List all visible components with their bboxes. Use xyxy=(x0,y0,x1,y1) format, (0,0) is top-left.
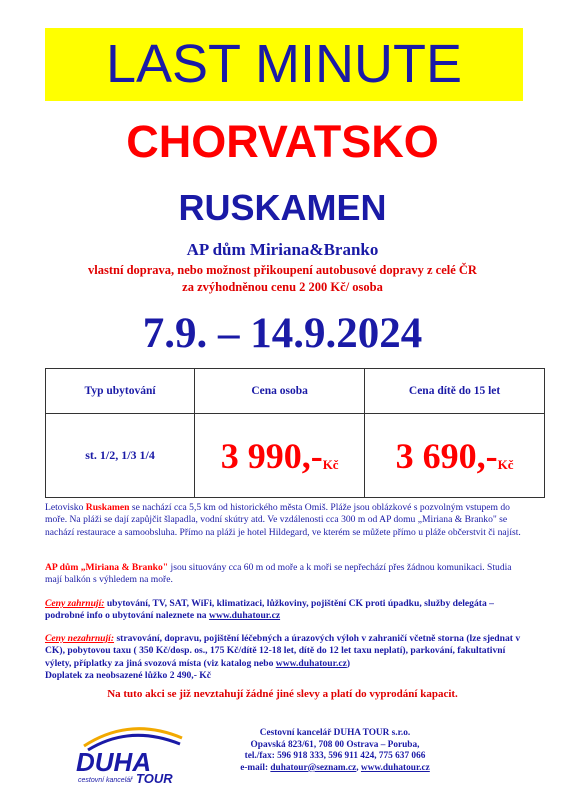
child-price-currency: Kč xyxy=(497,456,514,472)
header-child-price: Cena dítě do 15 let xyxy=(365,369,545,414)
child-price-value: 3 690,- xyxy=(395,435,498,476)
header-room-type: Typ ubytování xyxy=(46,369,195,414)
contact-block xyxy=(190,728,480,774)
adult-price xyxy=(221,436,339,476)
logo-sub-text: cestovní kancelář xyxy=(78,777,133,784)
child-price-cell xyxy=(365,414,545,498)
price-includes xyxy=(45,598,525,623)
excludes-label: Ceny nezahrnují: xyxy=(45,633,115,644)
resort-text-start: Letovisko xyxy=(45,502,86,513)
logo-main-text: DUHA xyxy=(76,747,152,777)
table-row xyxy=(46,414,545,498)
country-title: CHORVATSKO xyxy=(126,116,439,167)
table-header-row xyxy=(46,369,545,414)
duha-tour-logo xyxy=(70,716,190,786)
transport-info-line1: vlastní doprava, nebo možnost přikoupení autobusové dopravy z celé ČR xyxy=(88,263,477,277)
apartment-description xyxy=(45,562,525,587)
adult-price-cell xyxy=(195,414,365,498)
web-link[interactable]: www.duhatour.cz xyxy=(360,762,430,773)
resort-name: Ruskamen xyxy=(85,502,130,513)
company-web-email: e-mail: duhatour@seznam.cz, www.duhatour.cz xyxy=(240,762,430,773)
room-type-cell: st. 1/2, 1/3 1/4 xyxy=(46,414,195,498)
logo-tour-text: TOUR xyxy=(136,771,173,786)
date-range: 7.9. – 14.9.2024 xyxy=(142,310,423,357)
company-phones: tel./fax: 596 918 333, 596 911 424, 775 637 066 xyxy=(244,751,426,762)
includes-link[interactable]: www.duhatour.cz xyxy=(209,610,281,622)
excludes-link[interactable]: www.duhatour.cz xyxy=(275,657,347,669)
excludes-text: stravování, dopravu, pojištění léčebných a úrazových výloh v zahraničí včetně storna (lze sjednat v CK), pobytovou taxu ( 350 Kč/dosp. os., 175 Kč/dítě 12-18 let, dítě do 12 let taxu neplatí), parkování, fakultativní výlety, příplatky za jiná svozová místa (viz katalog nebo xyxy=(45,633,521,669)
excludes-end: ) xyxy=(346,657,351,669)
banner-title: LAST MINUTE xyxy=(105,34,463,94)
surcharge-text: Doplatek za neobsazené lůžko 2 490,- Kč xyxy=(45,670,212,682)
company-name: Cestovní kancelář DUHA TOUR s.r.o. xyxy=(259,728,411,738)
property-name: AP dům Miriana&Branko xyxy=(186,240,379,259)
company-address: Opavská 823/61, 708 00 Ostrava – Poruba, xyxy=(250,739,420,750)
apartment-name: AP dům „Miriana & Branko" xyxy=(45,562,169,573)
price-excludes xyxy=(45,633,525,683)
transport-info-line2: za zvýhodněnou cenu 2 200 Kč/ osoba xyxy=(182,280,383,294)
email-label: e-mail: xyxy=(240,762,271,773)
adult-price-value: 3 990,- xyxy=(220,435,323,476)
resort-text-rest: se nachází cca 5,5 km od historického města Omiš. Pláže jsou oblázkové s pozvolným vstupem do moře. Na pláži se dají zapůjčit šlapadla, vodní skútry atd. Ve vzdálenosti cca 300 m od AP domu „Miriana & Branko" se nachází restaurace a samoobsluha. Přímo na pláži je hotel Hildegard, ve kterém se můžete přímo u pláže občerstvit či najíst. xyxy=(45,502,521,538)
city-title: RUSKAMEN xyxy=(178,187,387,228)
adult-price-currency: Kč xyxy=(322,456,339,472)
child-price xyxy=(396,436,514,476)
price-table xyxy=(45,368,545,498)
resort-description xyxy=(45,502,525,539)
email-link[interactable]: duhatour@seznam.cz xyxy=(270,762,357,773)
includes-text: ubytování, TV, SAT, WiFi, klimatizaci, lůžkoviny, pojištění CK proti úpadku, služby delegáta – podrobné info o ubytování naleznete na xyxy=(45,598,494,622)
discount-note: Na tuto akci se již nevztahují žádné jiné slevy a platí do vyprodání kapacit. xyxy=(107,688,458,700)
apartment-text: jsou situovány cca 60 m od moře a k moři se nepřechází přes žádnou komunikaci. Studia mají balkón s výhledem na moře. xyxy=(45,562,512,586)
header-adult-price: Cena osoba xyxy=(195,369,365,414)
includes-label: Ceny zahrnují: xyxy=(45,598,105,609)
